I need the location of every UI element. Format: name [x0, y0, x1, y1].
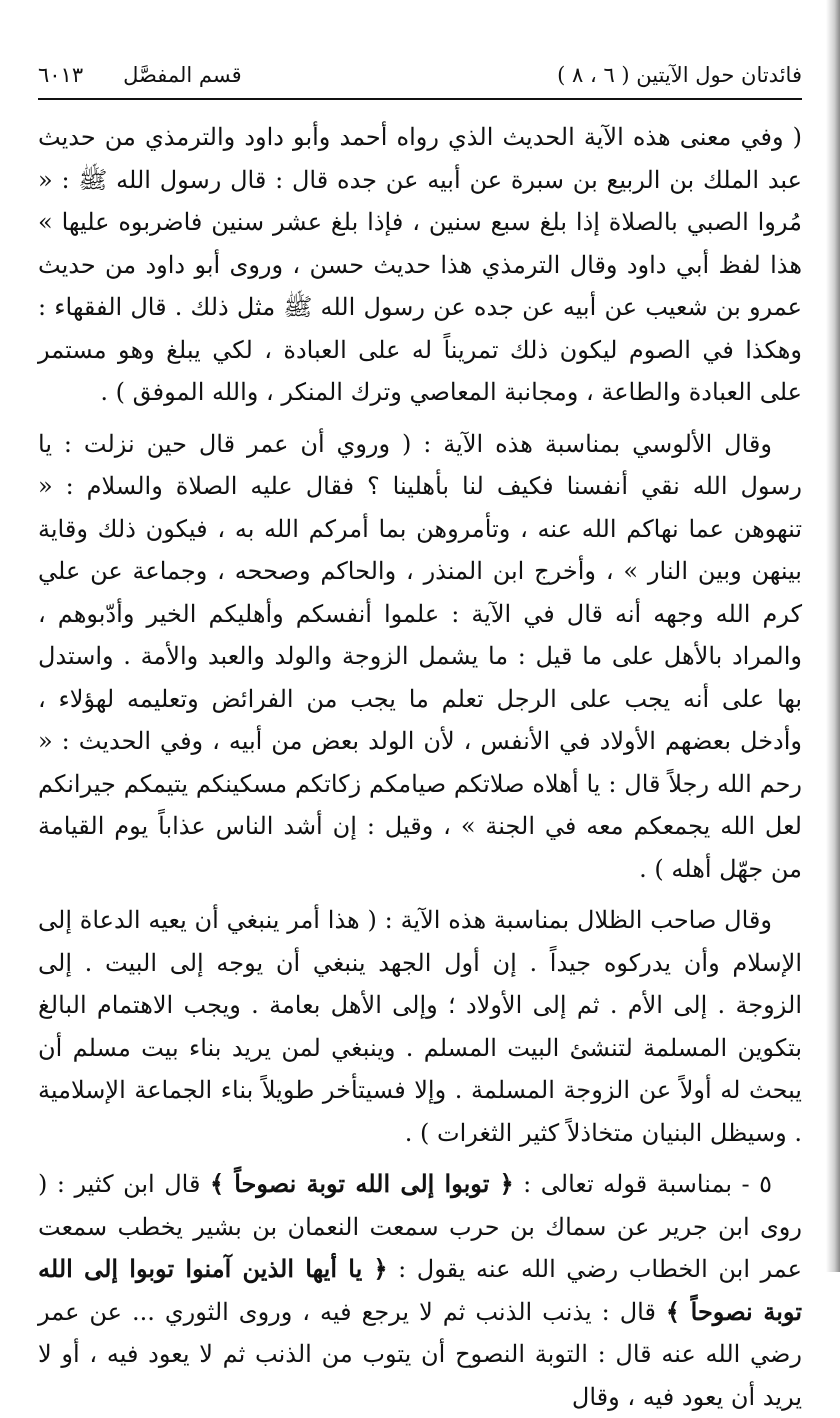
- page-body: [38, 116, 802, 1418]
- paragraph-1: [38, 116, 802, 414]
- page-edge-shadow: [826, 0, 840, 1272]
- paragraph-4: [38, 1163, 802, 1418]
- text-segment: ٥ - بمناسبة قوله تعالى :: [513, 1170, 773, 1198]
- section-name: قسم المفصَّل: [123, 63, 242, 87]
- page-header: [38, 58, 802, 92]
- paragraph-2: [38, 423, 802, 891]
- text-segment: قال : يذنب الذنب ثم لا يرجع فيه ، وروى الثوري ... عن عمر رضي الله عنه قال : التوبة النصوح أن يتوب من الذنب ثم لا يعود فيه ، أو لا يريد أن يعود فيه ، وقال: [38, 1297, 802, 1411]
- header-left-group: [38, 63, 242, 87]
- running-title: فائدتان حول الآيتين ( ٦ ، ٨ ): [557, 63, 802, 87]
- text-segment: وقال الألوسي بمناسبة هذه الآية : ( وروي أن عمر قال حين نزلت : يا رسول الله نقي أنفسنا فكيف لنا بأهلينا ؟ فقال عليه الصلاة والسلام : « تنهوهن عما نهاكم الله عنه ، وتأمروهن بما أمركم الله به ، فيكون ذلك وقاية بينهن وبين النار » ، وأخرج ابن المنذر ، والحاكم وصححه ، وجماعة عن علي كرم الله وجهه أنه قال في الآية : علموا أنفسكم وأهليكم الخير وأدّبوهم ، والمراد بالأهل على ما قيل : ما يشمل الزوجة والولد والعبد والأمة . واستدل بها على أنه يجب على الرجل تعلم ما يجب من الفرائض وتعليمه لهؤلاء ، وأدخل بعضهم الأولاد في الأنفس ، لأن الولد بعض من أبيه ، وفي الحديث : « رحم الله رجلاً قال : يا أهلاه صلاتكم صيامكم زكاتكم مسكينكم يتيمكم جيرانكم لعل الله يجمعكم معه في الجنة » ، وقيل : إن أشد الناس عذاباً يوم القيامة من جهّل أهله ) .: [38, 429, 802, 883]
- text-segment: قال ابن كثير : ( روى ابن جرير عن سماك بن حرب سمعت النعمان بن بشير يخطب سمعت عمر ابن الخطاب رضي الله عنه يقول :: [38, 1170, 802, 1283]
- paragraph-3: [38, 899, 802, 1154]
- text-segment: ( وفي معنى هذه الآية الحديث الذي رواه أحمد وأبو داود والترمذي من حديث عبد الملك بن الربيع بن سبرة عن أبيه عن جده قال : قال رسول الله ﷺ : « مُروا الصبي بالصلاة إذا بلغ سبع سنين ، فإذا بلغ عشر سنين فاضربوه عليها » هذا لفظ أبي داود وقال الترمذي هذا حديث حسن ، وروى أبو داود من حديث عمرو بن شعيب عن أبيه عن جده عن رسول الله ﷺ مثل ذلك . قال الفقهاء : وهكذا في الصوم ليكون ذلك تمريناً له على العبادة ، لكي يبلغ وهو مستمر على العبادة والطاعة ، ومجانبة المعاصي وترك المنكر ، والله الموفق ) .: [38, 123, 803, 406]
- header-divider: [38, 98, 802, 100]
- quranic-verse: ﴿ يا أيها الذين آمنوا توبوا إلى الله توبة نصوحاً ﴾: [38, 1254, 803, 1326]
- text-segment: وقال صاحب الظلال بمناسبة هذه الآية : ( هذا أمر ينبغي أن يعيه الدعاة إلى الإسلام وأن يدركوه جيداً . إن أول الجهد ينبغي أن يوجه إلى البيت . إلى الزوجة . إلى الأم . ثم إلى الأولاد ؛ وإلى الأهل بعامة . ويجب الاهتمام البالغ بتكوين المسلمة لتنشئ البيت المسلم . وينبغي لمن يريد بناء بيت مسلم أن يبحث له أولاً عن الزوجة المسلمة . وإلا فسيتأخر طويلاً بناء الجماعة الإسلامية . وسيظل البنيان متخاذلاً كثير الثغرات ) .: [38, 906, 802, 1147]
- page-number: ٦٠١٣: [38, 63, 84, 87]
- quranic-verse: ﴿ توبوا إلى الله توبة نصوحاً ﴾: [209, 1169, 514, 1198]
